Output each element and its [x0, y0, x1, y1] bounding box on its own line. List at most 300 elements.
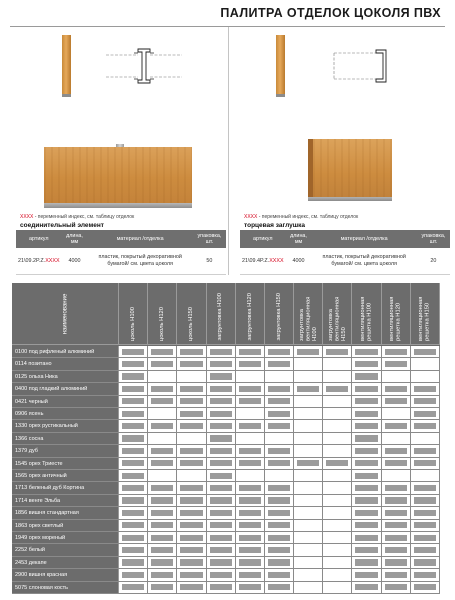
availability-marker: [294, 383, 323, 394]
matrix-row: [12, 495, 440, 507]
availability-marker: [177, 383, 206, 394]
material-value: пластик, покрытый декоративной бумагой/ см. цвета цоколя: [311, 248, 416, 274]
matrix-column-header: цоколь H120: [148, 283, 177, 345]
availability-marker: [265, 420, 294, 431]
matrix-row: [12, 433, 440, 445]
availability-marker: [352, 582, 381, 593]
availability-marker: [265, 544, 294, 555]
matrix-column-header: вентиляционная решетка H120: [382, 283, 411, 345]
availability-marker: [148, 557, 177, 568]
availability-marker: [382, 544, 411, 555]
matrix-row: [12, 383, 440, 395]
matrix-row: [12, 544, 440, 556]
col-length: длина, мм: [62, 230, 88, 248]
availability-marker: [207, 557, 236, 568]
availability-marker: [411, 507, 440, 518]
availability-marker: [265, 445, 294, 456]
availability-marker: [148, 383, 177, 394]
col-article: артикул: [16, 230, 62, 248]
finish-name: 0906 ясень: [12, 408, 119, 419]
availability-empty: [382, 433, 411, 444]
connector-panel: [12, 27, 228, 275]
availability-empty: [323, 433, 352, 444]
availability-empty: [148, 371, 177, 382]
availability-marker: [119, 520, 148, 531]
availability-marker: [411, 458, 440, 469]
availability-marker: [382, 557, 411, 568]
availability-empty: [323, 544, 352, 555]
availability-marker: [236, 532, 265, 543]
availability-marker: [265, 396, 294, 407]
matrix-row: [12, 520, 440, 532]
col-article: артикул: [240, 230, 286, 248]
matrix-row: [12, 532, 440, 544]
availability-marker: [382, 507, 411, 518]
availability-marker: [119, 482, 148, 493]
matrix-column-header: вентиляционная решетка H150: [411, 283, 440, 345]
finish-name: 1545 орех Триесте: [12, 458, 119, 469]
availability-marker: [265, 582, 294, 593]
availability-marker: [207, 532, 236, 543]
end-cap-spec-table: [240, 230, 450, 275]
availability-empty: [411, 433, 440, 444]
availability-marker: [265, 520, 294, 531]
availability-marker: [352, 532, 381, 543]
availability-marker: [352, 544, 381, 555]
availability-marker: [148, 495, 177, 506]
availability-empty: [148, 433, 177, 444]
availability-marker: [265, 358, 294, 369]
finish-name: 5075 слоновая кость: [12, 582, 119, 593]
availability-marker: [411, 495, 440, 506]
availability-empty: [265, 371, 294, 382]
availability-empty: [236, 408, 265, 419]
availability-empty: [382, 371, 411, 382]
availability-marker: [119, 557, 148, 568]
col-material: материал /отделка: [311, 230, 416, 248]
availability-empty: [323, 582, 352, 593]
finish-name: 2453 декапе: [12, 557, 119, 568]
availability-marker: [119, 396, 148, 407]
end-cap-board-image: [308, 139, 392, 197]
availability-empty: [177, 433, 206, 444]
matrix-row: [12, 482, 440, 494]
availability-marker: [265, 482, 294, 493]
panel-divider: [228, 27, 229, 275]
matrix-row: [12, 445, 440, 457]
availability-empty: [177, 470, 206, 481]
col-length: длина, мм: [286, 230, 312, 248]
availability-marker: [294, 346, 323, 357]
availability-empty: [265, 433, 294, 444]
availability-marker: [207, 371, 236, 382]
availability-empty: [294, 582, 323, 593]
availability-marker: [411, 482, 440, 493]
availability-empty: [294, 408, 323, 419]
availability-marker: [148, 532, 177, 543]
availability-marker: [236, 495, 265, 506]
availability-empty: [323, 569, 352, 580]
availability-marker: [352, 569, 381, 580]
availability-marker: [207, 582, 236, 593]
availability-empty: [323, 396, 352, 407]
availability-marker: [236, 520, 265, 531]
matrix-row: [12, 346, 440, 358]
availability-empty: [236, 371, 265, 382]
availability-empty: [294, 358, 323, 369]
availability-marker: [119, 495, 148, 506]
end-cap-board-base: [308, 197, 392, 201]
availability-empty: [323, 470, 352, 481]
availability-marker: [411, 396, 440, 407]
availability-empty: [323, 420, 352, 431]
availability-marker: [207, 445, 236, 456]
availability-marker: [352, 520, 381, 531]
availability-empty: [294, 520, 323, 531]
pack-value: 20: [417, 248, 450, 274]
availability-marker: [207, 520, 236, 531]
availability-empty: [294, 557, 323, 568]
matrix-row: [12, 408, 440, 420]
availability-marker: [323, 458, 352, 469]
availability-marker: [148, 346, 177, 357]
availability-marker: [411, 408, 440, 419]
availability-marker: [119, 445, 148, 456]
connector-board-image: [44, 147, 192, 203]
availability-marker: [265, 383, 294, 394]
availability-marker: [177, 507, 206, 518]
availability-marker: [148, 420, 177, 431]
matrix-header: [12, 283, 440, 345]
availability-marker: [148, 482, 177, 493]
availability-marker: [236, 458, 265, 469]
finish-name: 1330 орех рустикальный: [12, 420, 119, 431]
finish-name: 1366 сосна: [12, 433, 119, 444]
availability-marker: [411, 532, 440, 543]
finish-name: 0400 под гладкий алюминий: [12, 383, 119, 394]
availability-marker: [207, 383, 236, 394]
availability-marker: [352, 408, 381, 419]
finish-matrix: [12, 283, 440, 594]
availability-marker: [411, 569, 440, 580]
availability-marker: [265, 532, 294, 543]
availability-marker: [352, 371, 381, 382]
availability-marker: [177, 495, 206, 506]
availability-marker: [148, 458, 177, 469]
availability-empty: [294, 420, 323, 431]
finish-name: 2252 белый: [12, 544, 119, 555]
finish-name: 1856 вишня стандартная: [12, 507, 119, 518]
availability-marker: [323, 346, 352, 357]
availability-marker: [119, 507, 148, 518]
availability-marker: [119, 383, 148, 394]
matrix-row: [12, 557, 440, 569]
availability-empty: [294, 532, 323, 543]
availability-marker: [177, 445, 206, 456]
availability-marker: [382, 482, 411, 493]
finish-name: 0114 позитано: [12, 358, 119, 369]
finish-name: 0100 под рифленый алюминий: [12, 346, 119, 357]
availability-marker: [119, 420, 148, 431]
finish-name: 1714 венге Эльба: [12, 495, 119, 506]
availability-marker: [265, 507, 294, 518]
availability-marker: [236, 346, 265, 357]
availability-marker: [119, 433, 148, 444]
availability-marker: [352, 482, 381, 493]
availability-marker: [265, 458, 294, 469]
availability-marker: [352, 557, 381, 568]
availability-marker: [382, 458, 411, 469]
availability-empty: [323, 371, 352, 382]
availability-marker: [207, 569, 236, 580]
availability-marker: [265, 569, 294, 580]
availability-marker: [411, 445, 440, 456]
matrix-corner-label: наименование: [12, 283, 119, 345]
availability-empty: [294, 544, 323, 555]
availability-marker: [382, 420, 411, 431]
matrix-row: [12, 470, 440, 482]
availability-marker: [207, 507, 236, 518]
availability-empty: [382, 470, 411, 481]
availability-marker: [236, 582, 265, 593]
matrix-row: [12, 371, 440, 383]
availability-marker: [265, 557, 294, 568]
availability-empty: [411, 371, 440, 382]
availability-marker: [236, 569, 265, 580]
end-cap-drawing: [330, 41, 410, 91]
availability-marker: [119, 582, 148, 593]
availability-marker: [352, 445, 381, 456]
availability-empty: [294, 445, 323, 456]
availability-empty: [148, 408, 177, 419]
availability-marker: [148, 358, 177, 369]
availability-empty: [323, 507, 352, 518]
finish-name: 1379 дуб: [12, 445, 119, 456]
availability-marker: [148, 445, 177, 456]
availability-marker: [236, 482, 265, 493]
availability-empty: [411, 358, 440, 369]
availability-marker: [177, 557, 206, 568]
availability-marker: [177, 532, 206, 543]
availability-empty: [323, 557, 352, 568]
finish-name: 1863 орех светлый: [12, 520, 119, 531]
matrix-column-header: загрунтовка H100: [207, 283, 236, 345]
length-value: 4000: [286, 248, 312, 274]
availability-marker: [352, 458, 381, 469]
availability-marker: [119, 470, 148, 481]
availability-empty: [236, 470, 265, 481]
availability-empty: [265, 470, 294, 481]
availability-marker: [236, 383, 265, 394]
matrix-row: [12, 358, 440, 370]
availability-marker: [236, 396, 265, 407]
availability-marker: [236, 544, 265, 555]
availability-empty: [323, 495, 352, 506]
availability-marker: [382, 346, 411, 357]
connector-profile-image: [62, 35, 71, 97]
availability-marker: [411, 520, 440, 531]
availability-empty: [294, 470, 323, 481]
availability-marker: [352, 396, 381, 407]
element-name: торцевая заглушка: [244, 222, 306, 229]
availability-marker: [177, 396, 206, 407]
availability-empty: [323, 532, 352, 543]
availability-marker: [382, 582, 411, 593]
availability-marker: [352, 346, 381, 357]
availability-marker: [177, 346, 206, 357]
availability-marker: [382, 445, 411, 456]
availability-marker: [148, 507, 177, 518]
availability-marker: [265, 346, 294, 357]
availability-marker: [323, 383, 352, 394]
availability-marker: [207, 482, 236, 493]
availability-empty: [411, 470, 440, 481]
availability-marker: [177, 358, 206, 369]
finish-name: 2900 вишня красная: [12, 569, 119, 580]
availability-empty: [294, 495, 323, 506]
availability-marker: [352, 495, 381, 506]
availability-empty: [382, 408, 411, 419]
availability-marker: [411, 420, 440, 431]
finish-name: 1713 беленый дуб Кортина: [12, 482, 119, 493]
col-material: материал /отделка: [87, 230, 192, 248]
connector-spec-table: [16, 230, 226, 275]
availability-marker: [119, 346, 148, 357]
element-name: соединительный элемент: [20, 222, 104, 229]
availability-marker: [411, 557, 440, 568]
connector-board-base: [44, 203, 192, 208]
availability-marker: [236, 557, 265, 568]
availability-marker: [119, 371, 148, 382]
finish-name: 0125 ольха Ника: [12, 371, 119, 382]
col-pack: упаковка, шт.: [417, 230, 450, 248]
availability-marker: [148, 582, 177, 593]
availability-marker: [177, 458, 206, 469]
availability-marker: [119, 358, 148, 369]
availability-marker: [148, 520, 177, 531]
availability-marker: [411, 346, 440, 357]
availability-marker: [411, 383, 440, 394]
availability-marker: [119, 532, 148, 543]
availability-marker: [207, 346, 236, 357]
finish-name: 0421 черный: [12, 396, 119, 407]
matrix-column-header: загрунтовка H120: [236, 283, 265, 345]
availability-empty: [323, 445, 352, 456]
availability-marker: [177, 520, 206, 531]
availability-marker: [411, 582, 440, 593]
availability-marker: [148, 396, 177, 407]
availability-marker: [177, 569, 206, 580]
availability-marker: [177, 582, 206, 593]
availability-marker: [177, 408, 206, 419]
availability-empty: [148, 470, 177, 481]
variable-index-note: XXXX - переменный индекс, см. таблицу отделок: [20, 214, 135, 220]
availability-marker: [236, 358, 265, 369]
availability-marker: [177, 420, 206, 431]
availability-marker: [236, 507, 265, 518]
col-pack: упаковка, шт.: [193, 230, 226, 248]
availability-marker: [207, 433, 236, 444]
finish-name: 1565 орех античный: [12, 470, 119, 481]
availability-marker: [207, 420, 236, 431]
availability-empty: [236, 433, 265, 444]
availability-marker: [207, 544, 236, 555]
material-value: пластик, покрытый декоративной бумагой/ см. цвета цоколя: [87, 248, 192, 274]
availability-marker: [382, 532, 411, 543]
availability-marker: [177, 544, 206, 555]
page-title: ПАЛИТРА ОТДЕЛОК ЦОКОЛЯ ПВХ: [220, 6, 441, 20]
article-value: 21\09.2P.Z.XXXX: [16, 248, 62, 274]
availability-marker: [382, 383, 411, 394]
availability-empty: [323, 408, 352, 419]
pack-value: 50: [193, 248, 226, 274]
availability-marker: [236, 445, 265, 456]
availability-marker: [207, 408, 236, 419]
availability-marker: [236, 420, 265, 431]
availability-marker: [411, 544, 440, 555]
availability-marker: [119, 544, 148, 555]
availability-marker: [352, 433, 381, 444]
availability-marker: [382, 495, 411, 506]
availability-marker: [207, 470, 236, 481]
availability-empty: [294, 482, 323, 493]
availability-marker: [177, 482, 206, 493]
availability-marker: [207, 396, 236, 407]
availability-marker: [382, 569, 411, 580]
matrix-row: [12, 458, 440, 470]
availability-marker: [265, 495, 294, 506]
availability-marker: [148, 569, 177, 580]
availability-empty: [294, 433, 323, 444]
availability-marker: [148, 544, 177, 555]
matrix-row: [12, 582, 440, 594]
availability-marker: [265, 408, 294, 419]
matrix-column-header: загрунтовка H150: [265, 283, 294, 345]
availability-marker: [119, 569, 148, 580]
availability-marker: [119, 458, 148, 469]
matrix-row: [12, 396, 440, 408]
availability-marker: [207, 495, 236, 506]
availability-marker: [207, 458, 236, 469]
availability-marker: [352, 383, 381, 394]
matrix-column-header: загрунтовка вентиляционная H150: [323, 283, 352, 345]
availability-empty: [294, 396, 323, 407]
availability-marker: [352, 358, 381, 369]
matrix-column-header: вентиляционная решетка H100: [352, 283, 381, 345]
length-value: 4000: [62, 248, 88, 274]
availability-marker: [382, 358, 411, 369]
matrix-row: [12, 569, 440, 581]
availability-marker: [352, 420, 381, 431]
article-value: 21\09.4P.Z.XXXX: [240, 248, 286, 274]
availability-empty: [177, 371, 206, 382]
end-cap-profile-image: [276, 35, 285, 97]
end-cap-panel: [236, 27, 452, 275]
availability-marker: [119, 408, 148, 419]
availability-empty: [323, 482, 352, 493]
finish-name: 1949 орех мореный: [12, 532, 119, 543]
availability-empty: [294, 569, 323, 580]
availability-marker: [382, 520, 411, 531]
availability-marker: [207, 358, 236, 369]
availability-marker: [352, 470, 381, 481]
availability-marker: [382, 396, 411, 407]
availability-empty: [323, 358, 352, 369]
matrix-row: [12, 507, 440, 519]
matrix-column-header: цоколь H150: [177, 283, 206, 345]
variable-index-note: XXXX - переменный индекс, см. таблицу отделок: [244, 214, 359, 220]
connector-drawing: [104, 41, 184, 91]
